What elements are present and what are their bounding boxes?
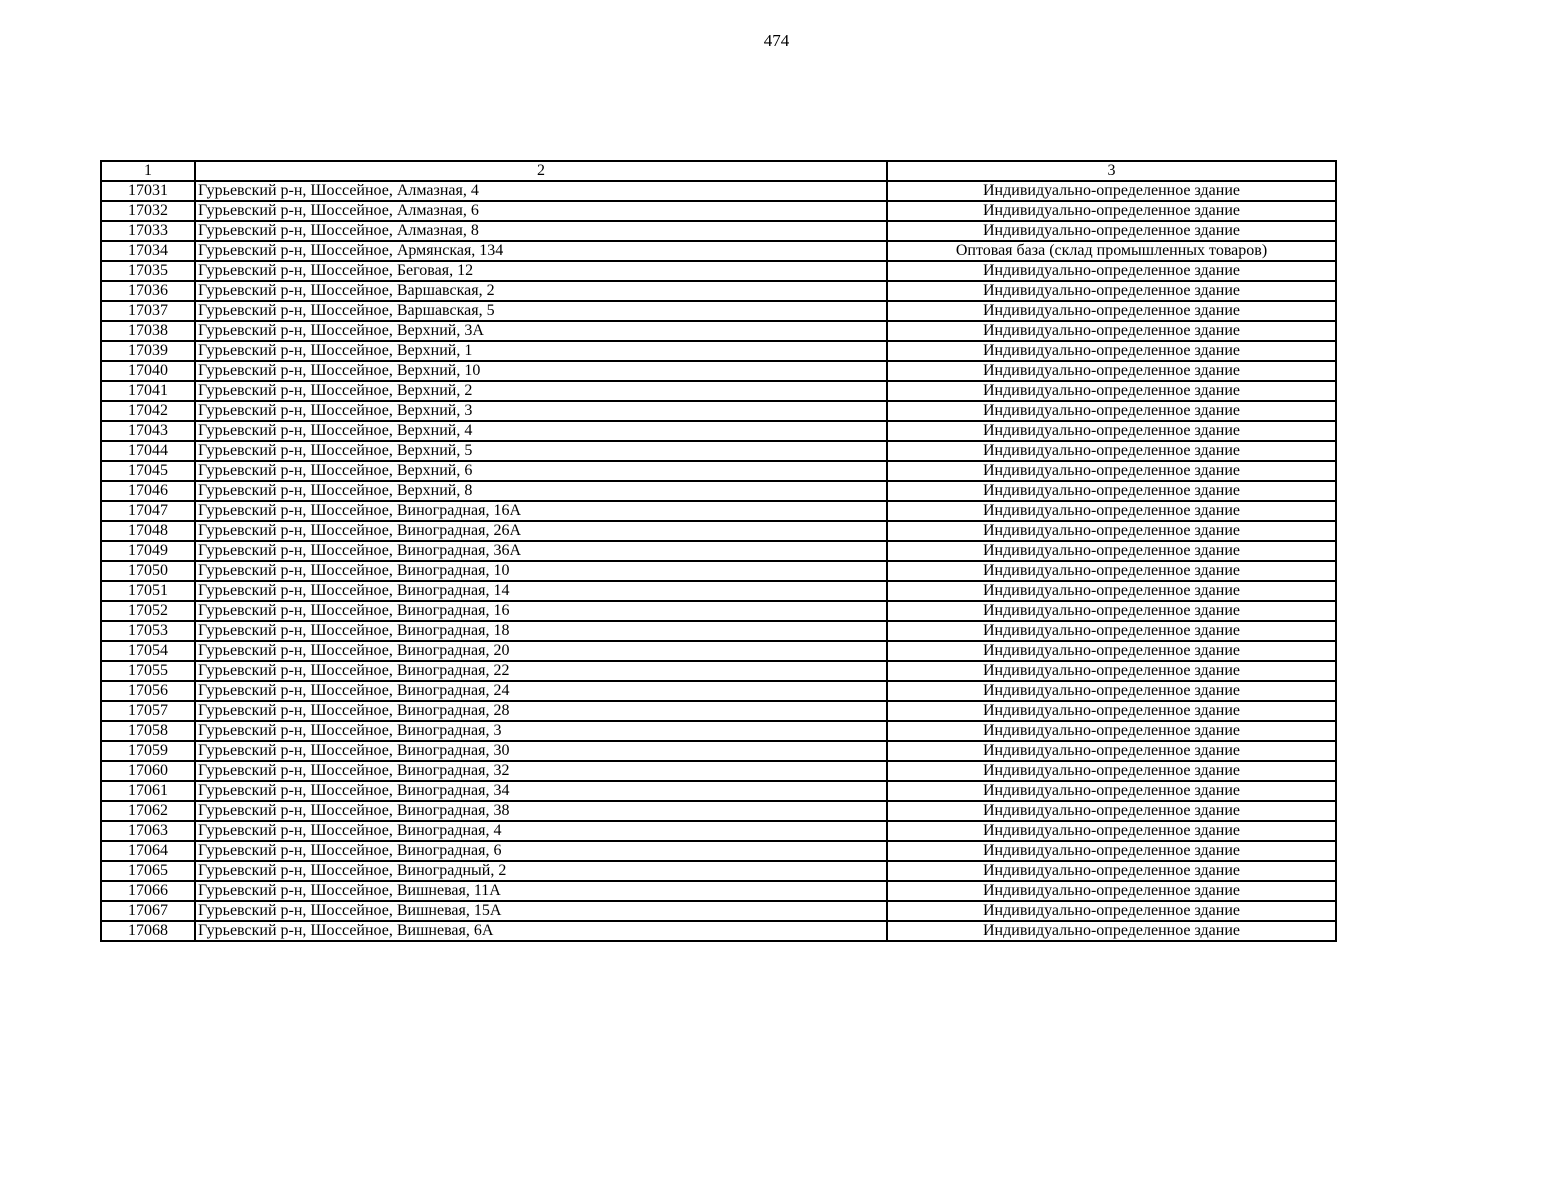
object-type-cell: Индивидуально-определенное здание xyxy=(887,261,1336,281)
object-type-cell: Индивидуально-определенное здание xyxy=(887,321,1336,341)
address-cell: Гурьевский р-н, Шоссейное, Верхний, 8 xyxy=(195,481,887,501)
object-type-cell: Индивидуально-определенное здание xyxy=(887,701,1336,721)
table-row xyxy=(101,321,1336,341)
table-header xyxy=(101,161,1336,181)
row-number-cell: 17037 xyxy=(101,301,195,321)
object-type-cell: Индивидуально-определенное здание xyxy=(887,841,1336,861)
object-type-cell: Индивидуально-определенное здание xyxy=(887,781,1336,801)
header-row xyxy=(101,161,1336,181)
row-number-cell: 17059 xyxy=(101,741,195,761)
row-number-cell: 17054 xyxy=(101,641,195,661)
property-table xyxy=(100,160,1337,942)
address-cell: Гурьевский р-н, Шоссейное, Виноградная, 3 xyxy=(195,721,887,741)
address-cell: Гурьевский р-н, Шоссейное, Виноградная, 16А xyxy=(195,501,887,521)
row-number-cell: 17038 xyxy=(101,321,195,341)
table-row xyxy=(101,221,1336,241)
object-type-cell: Индивидуально-определенное здание xyxy=(887,201,1336,221)
address-cell: Гурьевский р-н, Шоссейное, Варшавская, 2 xyxy=(195,281,887,301)
row-number-cell: 17031 xyxy=(101,181,195,201)
table-row xyxy=(101,561,1336,581)
object-type-cell: Индивидуально-определенное здание xyxy=(887,441,1336,461)
row-number-cell: 17053 xyxy=(101,621,195,641)
object-type-cell: Индивидуально-определенное здание xyxy=(887,501,1336,521)
row-number-cell: 17045 xyxy=(101,461,195,481)
table-row xyxy=(101,181,1336,201)
object-type-cell: Индивидуально-определенное здание xyxy=(887,721,1336,741)
object-type-cell: Индивидуально-определенное здание xyxy=(887,741,1336,761)
row-number-cell: 17060 xyxy=(101,761,195,781)
address-cell: Гурьевский р-н, Шоссейное, Вишневая, 11А xyxy=(195,881,887,901)
object-type-cell: Индивидуально-определенное здание xyxy=(887,881,1336,901)
row-number-cell: 17062 xyxy=(101,801,195,821)
address-cell: Гурьевский р-н, Шоссейное, Алмазная, 6 xyxy=(195,201,887,221)
table-row xyxy=(101,681,1336,701)
table-row xyxy=(101,441,1336,461)
object-type-cell: Индивидуально-определенное здание xyxy=(887,361,1336,381)
table-row xyxy=(101,901,1336,921)
row-number-cell: 17046 xyxy=(101,481,195,501)
object-type-cell: Индивидуально-определенное здание xyxy=(887,541,1336,561)
address-cell: Гурьевский р-н, Шоссейное, Верхний, 10 xyxy=(195,361,887,381)
table-row xyxy=(101,281,1336,301)
object-type-cell: Индивидуально-определенное здание xyxy=(887,421,1336,441)
row-number-cell: 17052 xyxy=(101,601,195,621)
address-cell: Гурьевский р-н, Шоссейное, Виноградная, 30 xyxy=(195,741,887,761)
row-number-cell: 17040 xyxy=(101,361,195,381)
row-number-cell: 17041 xyxy=(101,381,195,401)
table-row xyxy=(101,841,1336,861)
table-row xyxy=(101,721,1336,741)
address-cell: Гурьевский р-н, Шоссейное, Виноградная, 20 xyxy=(195,641,887,661)
table-row xyxy=(101,761,1336,781)
table-row xyxy=(101,601,1336,621)
row-number-cell: 17048 xyxy=(101,521,195,541)
address-cell: Гурьевский р-н, Шоссейное, Верхний, 6 xyxy=(195,461,887,481)
page-number: 474 xyxy=(763,31,790,50)
row-number-cell: 17065 xyxy=(101,861,195,881)
table-row xyxy=(101,801,1336,821)
table-row xyxy=(101,201,1336,221)
table-row xyxy=(101,361,1336,381)
row-number-cell: 17057 xyxy=(101,701,195,721)
address-cell: Гурьевский р-н, Шоссейное, Виноградная, 4 xyxy=(195,821,887,841)
row-number-cell: 17067 xyxy=(101,901,195,921)
address-cell: Гурьевский р-н, Шоссейное, Виноградная, 36А xyxy=(195,541,887,561)
object-type-cell: Индивидуально-определенное здание xyxy=(887,681,1336,701)
object-type-cell: Индивидуально-определенное здание xyxy=(887,561,1336,581)
address-cell: Гурьевский р-н, Шоссейное, Виноградная, 34 xyxy=(195,781,887,801)
row-number-cell: 17058 xyxy=(101,721,195,741)
header-col-1: 1 xyxy=(101,161,195,181)
object-type-cell: Индивидуально-определенное здание xyxy=(887,481,1336,501)
row-number-cell: 17051 xyxy=(101,581,195,601)
row-number-cell: 17039 xyxy=(101,341,195,361)
row-number-cell: 17047 xyxy=(101,501,195,521)
object-type-cell: Индивидуально-определенное здание xyxy=(887,601,1336,621)
table-row xyxy=(101,461,1336,481)
table-row xyxy=(101,341,1336,361)
row-number-cell: 17033 xyxy=(101,221,195,241)
row-number-cell: 17063 xyxy=(101,821,195,841)
address-cell: Гурьевский р-н, Шоссейное, Виноградная, 38 xyxy=(195,801,887,821)
address-cell: Гурьевский р-н, Шоссейное, Вишневая, 15А xyxy=(195,901,887,921)
table-row xyxy=(101,661,1336,681)
object-type-cell: Индивидуально-определенное здание xyxy=(887,281,1336,301)
object-type-cell: Индивидуально-определенное здание xyxy=(887,821,1336,841)
row-number-cell: 17056 xyxy=(101,681,195,701)
address-cell: Гурьевский р-н, Шоссейное, Варшавская, 5 xyxy=(195,301,887,321)
table-row xyxy=(101,861,1336,881)
address-cell: Гурьевский р-н, Шоссейное, Виноградная, 24 xyxy=(195,681,887,701)
object-type-cell: Оптовая база (склад промышленных товаров) xyxy=(887,241,1336,261)
address-cell: Гурьевский р-н, Шоссейное, Виноградный, 2 xyxy=(195,861,887,881)
object-type-cell: Индивидуально-определенное здание xyxy=(887,381,1336,401)
address-cell: Гурьевский р-н, Шоссейное, Виноградная, 16 xyxy=(195,601,887,621)
address-cell: Гурьевский р-н, Шоссейное, Верхний, 3А xyxy=(195,321,887,341)
address-cell: Гурьевский р-н, Шоссейное, Виноградная, 6 xyxy=(195,841,887,861)
address-cell: Гурьевский р-н, Шоссейное, Виноградная, 32 xyxy=(195,761,887,781)
table-row xyxy=(101,741,1336,761)
header-col-3: 3 xyxy=(887,161,1336,181)
address-cell: Гурьевский р-н, Шоссейное, Виноградная, 28 xyxy=(195,701,887,721)
object-type-cell: Индивидуально-определенное здание xyxy=(887,301,1336,321)
row-number-cell: 17035 xyxy=(101,261,195,281)
address-cell: Гурьевский р-н, Шоссейное, Верхний, 4 xyxy=(195,421,887,441)
table-row xyxy=(101,261,1336,281)
address-cell: Гурьевский р-н, Шоссейное, Виноградная, 10 xyxy=(195,561,887,581)
object-type-cell: Индивидуально-определенное здание xyxy=(887,401,1336,421)
address-cell: Гурьевский р-н, Шоссейное, Виноградная, 14 xyxy=(195,581,887,601)
table-row xyxy=(101,581,1336,601)
table-row xyxy=(101,381,1336,401)
row-number-cell: 17044 xyxy=(101,441,195,461)
address-cell: Гурьевский р-н, Шоссейное, Виноградная, 26А xyxy=(195,521,887,541)
object-type-cell: Индивидуально-определенное здание xyxy=(887,521,1336,541)
object-type-cell: Индивидуально-определенное здание xyxy=(887,921,1336,941)
row-number-cell: 17064 xyxy=(101,841,195,861)
row-number-cell: 17032 xyxy=(101,201,195,221)
table-row xyxy=(101,621,1336,641)
row-number-cell: 17043 xyxy=(101,421,195,441)
table-body xyxy=(101,181,1336,941)
address-cell: Гурьевский р-н, Шоссейное, Алмазная, 4 xyxy=(195,181,887,201)
address-cell: Гурьевский р-н, Шоссейное, Верхний, 1 xyxy=(195,341,887,361)
header-col-2: 2 xyxy=(195,161,887,181)
row-number-cell: 17061 xyxy=(101,781,195,801)
table-row xyxy=(101,501,1336,521)
table-row xyxy=(101,641,1336,661)
object-type-cell: Индивидуально-определенное здание xyxy=(887,661,1336,681)
table-row xyxy=(101,481,1336,501)
address-cell: Гурьевский р-н, Шоссейное, Армянская, 134 xyxy=(195,241,887,261)
table-row xyxy=(101,241,1336,261)
object-type-cell: Индивидуально-определенное здание xyxy=(887,901,1336,921)
object-type-cell: Индивидуально-определенное здание xyxy=(887,621,1336,641)
row-number-cell: 17066 xyxy=(101,881,195,901)
address-cell: Гурьевский р-н, Шоссейное, Беговая, 12 xyxy=(195,261,887,281)
table-row xyxy=(101,821,1336,841)
address-cell: Гурьевский р-н, Шоссейное, Виноградная, 22 xyxy=(195,661,887,681)
object-type-cell: Индивидуально-определенное здание xyxy=(887,221,1336,241)
table-row xyxy=(101,541,1336,561)
row-number-cell: 17034 xyxy=(101,241,195,261)
row-number-cell: 17055 xyxy=(101,661,195,681)
table-row xyxy=(101,521,1336,541)
table-row xyxy=(101,301,1336,321)
row-number-cell: 17036 xyxy=(101,281,195,301)
address-cell: Гурьевский р-н, Шоссейное, Виноградная, 18 xyxy=(195,621,887,641)
row-number-cell: 17042 xyxy=(101,401,195,421)
row-number-cell: 17049 xyxy=(101,541,195,561)
address-cell: Гурьевский р-н, Шоссейное, Вишневая, 6А xyxy=(195,921,887,941)
address-cell: Гурьевский р-н, Шоссейное, Верхний, 3 xyxy=(195,401,887,421)
object-type-cell: Индивидуально-определенное здание xyxy=(887,581,1336,601)
table-row xyxy=(101,421,1336,441)
address-cell: Гурьевский р-н, Шоссейное, Верхний, 2 xyxy=(195,381,887,401)
object-type-cell: Индивидуально-определенное здание xyxy=(887,181,1336,201)
table-row xyxy=(101,881,1336,901)
address-cell: Гурьевский р-н, Шоссейное, Верхний, 5 xyxy=(195,441,887,461)
object-type-cell: Индивидуально-определенное здание xyxy=(887,761,1336,781)
table-row xyxy=(101,701,1336,721)
address-cell: Гурьевский р-н, Шоссейное, Алмазная, 8 xyxy=(195,221,887,241)
table-row xyxy=(101,921,1336,941)
object-type-cell: Индивидуально-определенное здание xyxy=(887,641,1336,661)
row-number-cell: 17050 xyxy=(101,561,195,581)
object-type-cell: Индивидуально-определенное здание xyxy=(887,341,1336,361)
row-number-cell: 17068 xyxy=(101,921,195,941)
object-type-cell: Индивидуально-определенное здание xyxy=(887,861,1336,881)
table-row xyxy=(101,781,1336,801)
object-type-cell: Индивидуально-определенное здание xyxy=(887,801,1336,821)
object-type-cell: Индивидуально-определенное здание xyxy=(887,461,1336,481)
table-row xyxy=(101,401,1336,421)
